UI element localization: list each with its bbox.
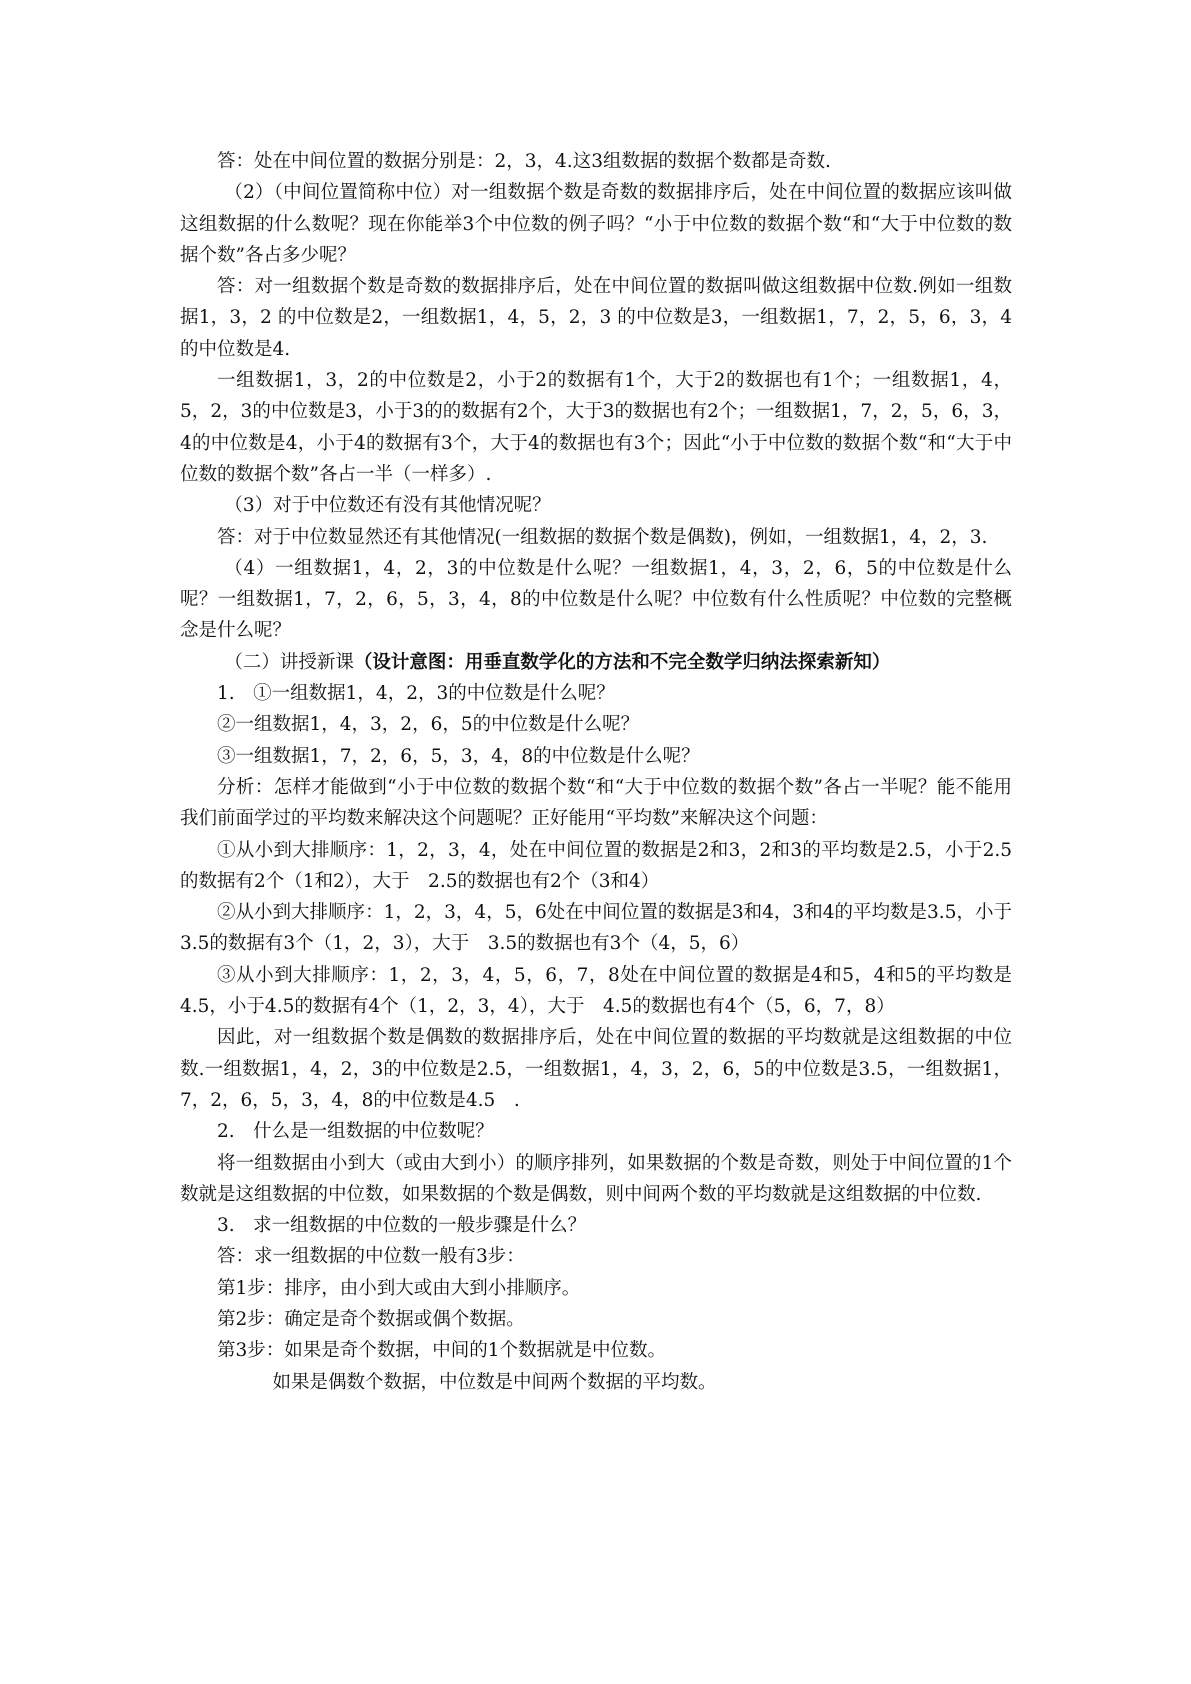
paragraph-steps-intro: 答：求一组数据的中位数一般有3步： [217, 1246, 525, 1268]
paragraph-answer-1: 答：处在中间位置的数据分别是：2，3，4.这3组数据的数据个数都是奇数. [217, 151, 831, 172]
paragraph-answer-3: 答：对于中位数显然还有其他情况(一组数据的数据个数是偶数)，例如，一组数据1，4，2，3. [217, 526, 988, 548]
paragraph-step-3-even: 如果是偶数个数据，中位数是中间两个数据的平均数。 [272, 1371, 717, 1393]
paragraph-answer-2: 答：对一组数据个数是奇数的数据排序后，处在中间位置的数据叫做这组数据中位数.例如一组数据1，3，2 的中位数是2，一组数据1，4，5，2，3 的中位数是3，一组数据1，7，2，5，6，3，4的中位数是4. [180, 276, 1012, 360]
paragraph-analysis-1: ①从小到大排顺序：1，2，3，4，处在中间位置的数据是2和3，2和3的平均数是2.5，小于2.5的数据有2个（1和2），大于 2.5的数据也有2个（3和4） [180, 839, 1012, 892]
section-heading-prefix: （二）讲授新课 [224, 651, 354, 673]
paragraph-item-1: 1. ①一组数据1，4，2，3的中位数是什么呢？ [217, 683, 615, 705]
paragraph-question-3: （3）对于中位数还有没有其他情况呢？ [224, 495, 551, 517]
paragraph-question-4: （4）一组数据1，4，2，3的中位数是什么呢？一组数据1，4，3，2，6，5的中位数是什么呢？一组数据1，7，2，6，5，3，4，8的中位数是什么呢？中位数有什么性质呢？中位数的完整概念是什么呢？ [180, 557, 1012, 642]
paragraph-analysis: 分析：怎样才能做到“小于中位数的数据个数“和“大于中位数的数据个数”各占一半呢？能不能用我们前面学过的平均数来解决这个问题呢？正好能用“平均数”来解决这个问题： [180, 776, 1012, 830]
paragraph-item-3: 3. 求一组数据的中位数的一般步骤是什么？ [217, 1215, 587, 1237]
paragraph-item-1-2: ②一组数据1，4，3，2，6，5的中位数是什么呢？ [217, 714, 640, 736]
section-heading-design-intent: （设计意图：用垂直数学化的方法和不完全数学归纳法探索新知） [353, 651, 891, 673]
paragraph-analysis-3: ③从小到大排顺序：1，2，3，4，5，6，7，8处在中间位置的数据是4和5，4和5的平均数是4.5，小于4.5的数据有4个（1，2，3，4），大于 4.5的数据也有4个（5，6，7，8） [180, 964, 1012, 1018]
paragraph-step-1: 第1步：排序，由小到大或由大到小排顺序。 [217, 1277, 581, 1299]
document-body [180, 146, 1012, 1398]
paragraph-median-property: 一组数据1，3，2的中位数是2，小于2的数据有1个，大于2的数据也有1个；一组数据1，4，5，2，3的中位数是3，小于3的的数据有2个，大于3的数据也有2个；一组数据1，7，2，5，6，3，4的中位数是4，小于4的数据有3个，大于4的数据也有3个；因此“小于中位数的数据个数“和“大于中位数的数据个数”各占一半（一样多）. [180, 370, 1012, 485]
paragraph-item-1-3: ③一组数据1，7，2，6，5，3，4，8的中位数是什么呢？ [217, 745, 700, 767]
paragraph-conclusion: 因此，对一组数据个数是偶数的数据排序后，处在中间位置的数据的平均数就是这组数据的中位数.一组数据1，4，2，3的中位数是2.5，一组数据1，4，3，2，6，5的中位数是3.5，一组数据1，7，2，6，5，3，4，8的中位数是4.5 . [180, 1027, 1012, 1111]
paragraph-step-3: 第3步：如果是奇个数据，中间的1个数据就是中位数。 [217, 1340, 667, 1362]
paragraph-median-definition: 将一组数据由小到大（或由大到小）的顺序排列，如果数据的个数是奇数，则处于中间位置的1个数就是这组数据的中位数，如果数据的个数是偶数，则中间两个数的平均数就是这组数据的中位数. [180, 1152, 1012, 1205]
paragraph-item-2: 2. 什么是一组数据的中位数呢？ [217, 1121, 494, 1143]
paragraph-step-2: 第2步：确定是奇个数据或偶个数据。 [217, 1308, 525, 1330]
section-heading [180, 647, 1012, 678]
paragraph-analysis-2: ②从小到大排顺序：1，2，3，4，5，6处在中间位置的数据是3和4，3和4的平均数是3.5，小于3.5的数据有3个（1，2，3），大于 3.5的数据也有3个（4，5，6） [180, 902, 1012, 955]
paragraph-question-2: （2）（中间位置简称中位）对一组数据个数是奇数的数据排序后，处在中间位置的数据应该叫做这组数据的什么数呢？现在你能举3个中位数的例子吗？“小于中位数的数据个数“和“大于中位数的数据个数”各占多少呢？ [180, 182, 1012, 266]
